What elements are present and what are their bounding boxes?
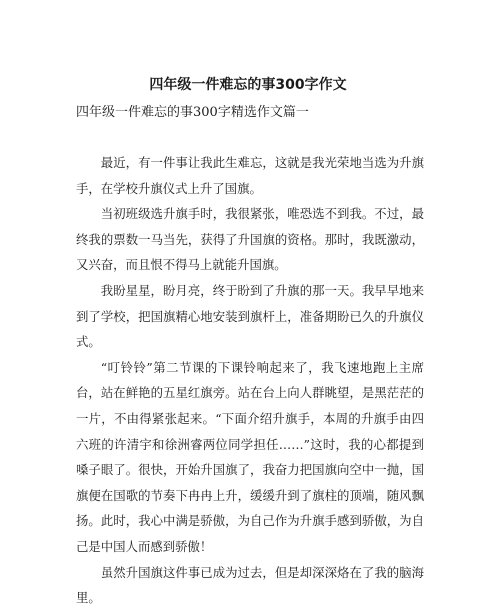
document-title: 四年级一件难忘的事300字作文 xyxy=(149,77,347,93)
paragraph-5: 虽然升国旗这件事已成为过去，但是却深深烙在了我的脑海里。 xyxy=(76,564,424,606)
document-body xyxy=(76,150,424,611)
paragraph-4: “叮铃铃”第二节课的下课铃响起来了，我飞速地跑上主席台，站在鲜艳的五星红旗旁。站在台上向人群眺望，是黑茫茫的一片，不由得紧张起来。“下面介绍升旗手，本周的升旗手由四六班的许清宇和徐洲睿两位同学担任……”这时，我的心都提到嗓子眼了。很快，开始升国旗了，我奋力把国旗向空中一抛，国旗便在国歌的节奏下冉冉上升，缓缓升到了旗柱的顶端，随风飘扬。此时，我心中满是骄傲，为自己作为升旗手感到骄傲，为自己是中国人而感到骄傲！ xyxy=(76,359,424,554)
paragraph-2: 当初班级选升旗手时，我很紧张，唯恐选不到我。不过，最终我的票数一马当先，获得了升国旗的资格。那时，我既激动，又兴奋，而且恨不得马上就能升国旗。 xyxy=(76,206,424,273)
paragraph-1: 最近，有一件事让我此生难忘，这就是我光荣地当选为升旗手，在学校升旗仪式上升了国旗。 xyxy=(76,155,424,196)
document-subtitle: 四年级一件难忘的事300字精选作文篇一 xyxy=(76,105,309,120)
paragraph-3: 我盼星星，盼月亮，终于盼到了升旗的那一天。我早早地来到了学校，把国旗精心地安装到旗杆上，准备期盼已久的升旗仪式。 xyxy=(76,282,424,350)
